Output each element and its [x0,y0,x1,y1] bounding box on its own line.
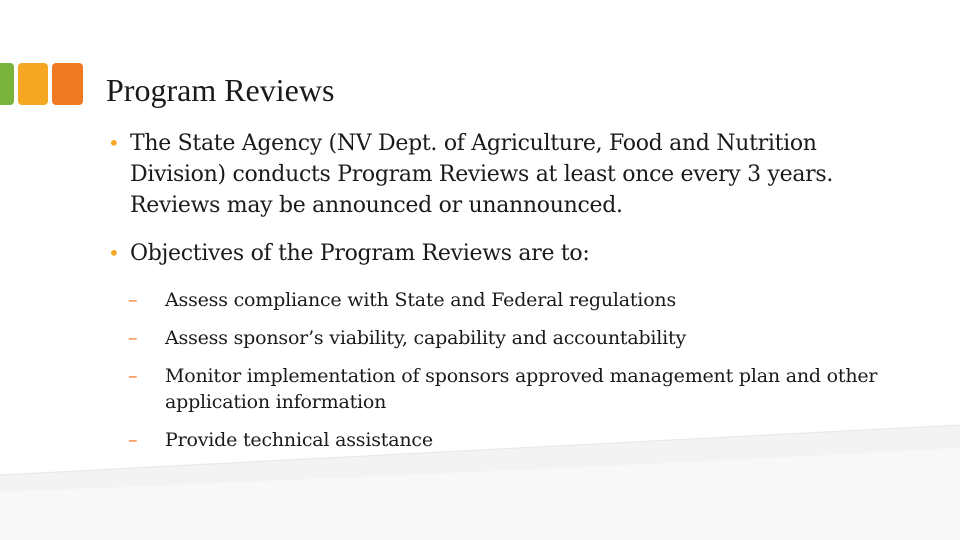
sub-bullet-symbol: – [128,289,138,311]
sub-bullet-symbol: – [128,365,138,387]
accent-square-orange [52,63,83,105]
bullet-item-1 [108,128,878,221]
bullet-text-2: Objectives of the Program Reviews are to: [130,241,590,266]
bullet-symbol: • [108,131,120,155]
bottom-swoosh-decoration [0,420,960,540]
sub-bullet-text-3: Monitor implementation of sponsors approved management plan and other application information [165,365,878,413]
sub-bullet-text-2: Assess sponsor’s viability, capability and accountability [165,327,687,349]
sub-bullet-symbol: – [128,429,138,451]
sub-bullet-item-2 [128,325,878,351]
sub-bullet-item-3 [128,363,878,415]
sub-bullet-text-1: Assess compliance with State and Federal regulations [165,289,677,311]
bullet-text-1: The State Agency (NV Dept. of Agriculture, Food and Nutrition Division) conducts Program Reviews at least once every 3 years. Reviews may be announced or unannounced. [130,131,834,218]
accent-square-green [0,63,14,105]
slide-content [108,128,878,453]
bullet-item-2 [108,238,878,269]
sub-bullet-symbol: – [128,327,138,349]
accent-square-amber [18,63,48,105]
bullet-symbol: • [108,241,120,265]
slide-title: Program Reviews [106,72,335,108]
sub-bullet-item-1 [128,287,878,313]
title-accent-squares [0,63,90,107]
sub-bullet-text-4: Provide technical assistance [165,429,433,451]
